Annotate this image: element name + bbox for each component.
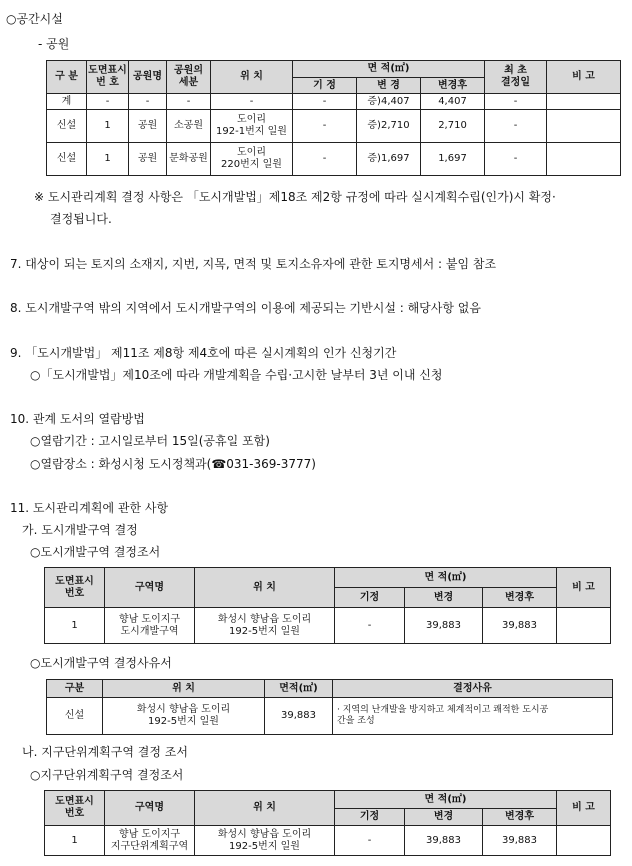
cell: 도이리 192-1번지 일원 — [211, 110, 293, 143]
cell: 2,710 — [421, 110, 485, 143]
cell: 계 — [47, 94, 87, 110]
cell: 39,883 — [265, 698, 333, 735]
table-row — [47, 143, 621, 176]
cell — [547, 110, 621, 143]
cell — [557, 608, 611, 644]
cell: 공원 — [129, 143, 167, 176]
cell: 증)4,407 — [357, 94, 421, 110]
cell: 신설 — [47, 698, 103, 735]
header-loc: 위 치 — [195, 568, 335, 608]
header-prev: 기 정 — [293, 78, 357, 94]
cell: 4,407 — [421, 94, 485, 110]
header-after: 변경후 — [483, 588, 557, 608]
cell: 신설 — [47, 143, 87, 176]
header-prev: 기정 — [335, 809, 405, 826]
cell: 도이리 220번지 일원 — [211, 143, 293, 176]
section-heading: ○공간시설 — [6, 12, 63, 26]
cell: - — [293, 110, 357, 143]
table-row — [47, 94, 621, 110]
cell — [557, 826, 611, 856]
zone-reason-table — [46, 679, 613, 735]
header-sym: 도면표시 번호 — [45, 791, 105, 826]
cell: 증)2,710 — [357, 110, 421, 143]
header-loc: 위 치 — [103, 680, 265, 698]
header-area: 면적(㎡) — [265, 680, 333, 698]
cell: 화성시 향남읍 도이리 192-5번지 일원 — [195, 826, 335, 856]
header-loc: 위 치 — [195, 791, 335, 826]
header-loc: 위 치 — [211, 61, 293, 94]
cell: 증)1,697 — [357, 143, 421, 176]
cell: 1,697 — [421, 143, 485, 176]
header-area: 면 적(㎡) — [293, 61, 485, 78]
cell: - — [167, 94, 211, 110]
cell: 향남 도이지구 지구단위계획구역 — [105, 826, 195, 856]
header-after: 변경후 — [421, 78, 485, 94]
cell: - — [335, 826, 405, 856]
header-note: 비 고 — [547, 61, 621, 94]
cell: 향남 도이지구 도시개발구역 — [105, 608, 195, 644]
cell: 1 — [87, 143, 129, 176]
header-sym: 도면표시 번 호 — [87, 61, 129, 94]
header-area: 면 적(㎡) — [335, 791, 557, 809]
cell: · 지역의 난개발을 방지하고 체계적이고 쾌적한 도시공 간을 조성 — [333, 698, 613, 735]
cell: 1 — [45, 608, 105, 644]
item-9-line: ○「도시개발법」제10조에 따라 개발계획을 수립·고시한 날부터 3년 이내 신청 — [30, 368, 443, 382]
cell: - — [485, 143, 547, 176]
header-name: 구역명 — [105, 568, 195, 608]
item-10-period: ○열람기간 : 고시일로부터 15일(공휴일 포함) — [30, 434, 270, 448]
cell: - — [293, 143, 357, 176]
item-10-title: 10. 관계 도서의 열람방법 — [10, 412, 145, 426]
item-11-na-sub: ○지구단위계획구역 결정조서 — [30, 768, 184, 782]
cell: 1 — [87, 110, 129, 143]
table-row — [45, 826, 611, 856]
cell: 문화공원 — [167, 143, 211, 176]
cell: - — [129, 94, 167, 110]
cell: - — [87, 94, 129, 110]
header-name: 공원명 — [129, 61, 167, 94]
header-note: 비 고 — [557, 791, 611, 826]
cell: - — [293, 94, 357, 110]
park-table — [46, 60, 621, 176]
table-row — [45, 608, 611, 644]
header-first: 최 초 결정일 — [485, 61, 547, 94]
item-11-title: 11. 도시관리계획에 관한 사항 — [10, 501, 169, 515]
item-9-title: 9. 「도시개발법」 제11조 제8항 제4호에 따른 실시계획의 인가 신청기간 — [10, 346, 397, 360]
item-10-place: ○열람장소 : 화성시청 도시정책과(☎031-369-3777) — [30, 457, 316, 471]
cell — [547, 94, 621, 110]
header-change: 변경 — [405, 588, 483, 608]
table-row — [47, 110, 621, 143]
header-change: 변 경 — [357, 78, 421, 94]
cell: 공원 — [129, 110, 167, 143]
header-after: 변경후 — [483, 809, 557, 826]
cell: 39,883 — [405, 826, 483, 856]
header-reason: 결정사유 — [333, 680, 613, 698]
cell — [547, 143, 621, 176]
header-detail: 공원의 세분 — [167, 61, 211, 94]
cell: 39,883 — [483, 826, 557, 856]
header-div: 구분 — [47, 680, 103, 698]
item-8: 8. 도시개발구역 밖의 지역에서 도시개발구역의 이용에 제공되는 기반시설 : 해당사항 없음 — [10, 301, 481, 315]
header-sym: 도면표시 번호 — [45, 568, 105, 608]
cell: 39,883 — [483, 608, 557, 644]
sub-heading: - 공원 — [38, 37, 70, 51]
district-plan-table — [44, 790, 611, 856]
cell: 화성시 향남읍 도이리 192-5번지 일원 — [103, 698, 265, 735]
reason-sub: ○도시개발구역 결정사유서 — [30, 656, 172, 670]
header-area: 면 적(㎡) — [335, 568, 557, 588]
cell: 신설 — [47, 110, 87, 143]
cell: 화성시 향남읍 도이리 192-5번지 일원 — [195, 608, 335, 644]
item-11-ga-sub: ○도시개발구역 결정조서 — [30, 545, 161, 559]
item-11-na: 나. 지구단위계획구역 결정 조서 — [22, 745, 188, 759]
item-11-ga: 가. 도시개발구역 결정 — [22, 523, 138, 537]
note-line-1: ※ 도시관리계획 결정 사항은 「도시개발법」제18조 제2항 규정에 따라 실시계획수립(인가)시 확정· — [34, 190, 556, 204]
cell: 소공원 — [167, 110, 211, 143]
cell: 1 — [45, 826, 105, 856]
cell: - — [485, 94, 547, 110]
header-prev: 기정 — [335, 588, 405, 608]
header-change: 변경 — [405, 809, 483, 826]
cell: - — [485, 110, 547, 143]
cell: - — [335, 608, 405, 644]
note-line-2: 결정됩니다. — [50, 212, 112, 226]
header-name: 구역명 — [105, 791, 195, 826]
header-div: 구 분 — [47, 61, 87, 94]
item-7: 7. 대상이 되는 토지의 소재지, 지번, 지목, 면적 및 토지소유자에 관한 토지명세서 : 붙임 참조 — [10, 257, 497, 271]
header-note: 비 고 — [557, 568, 611, 608]
cell: - — [211, 94, 293, 110]
zone-decision-table — [44, 567, 611, 644]
table-row — [47, 698, 613, 735]
cell: 39,883 — [405, 608, 483, 644]
